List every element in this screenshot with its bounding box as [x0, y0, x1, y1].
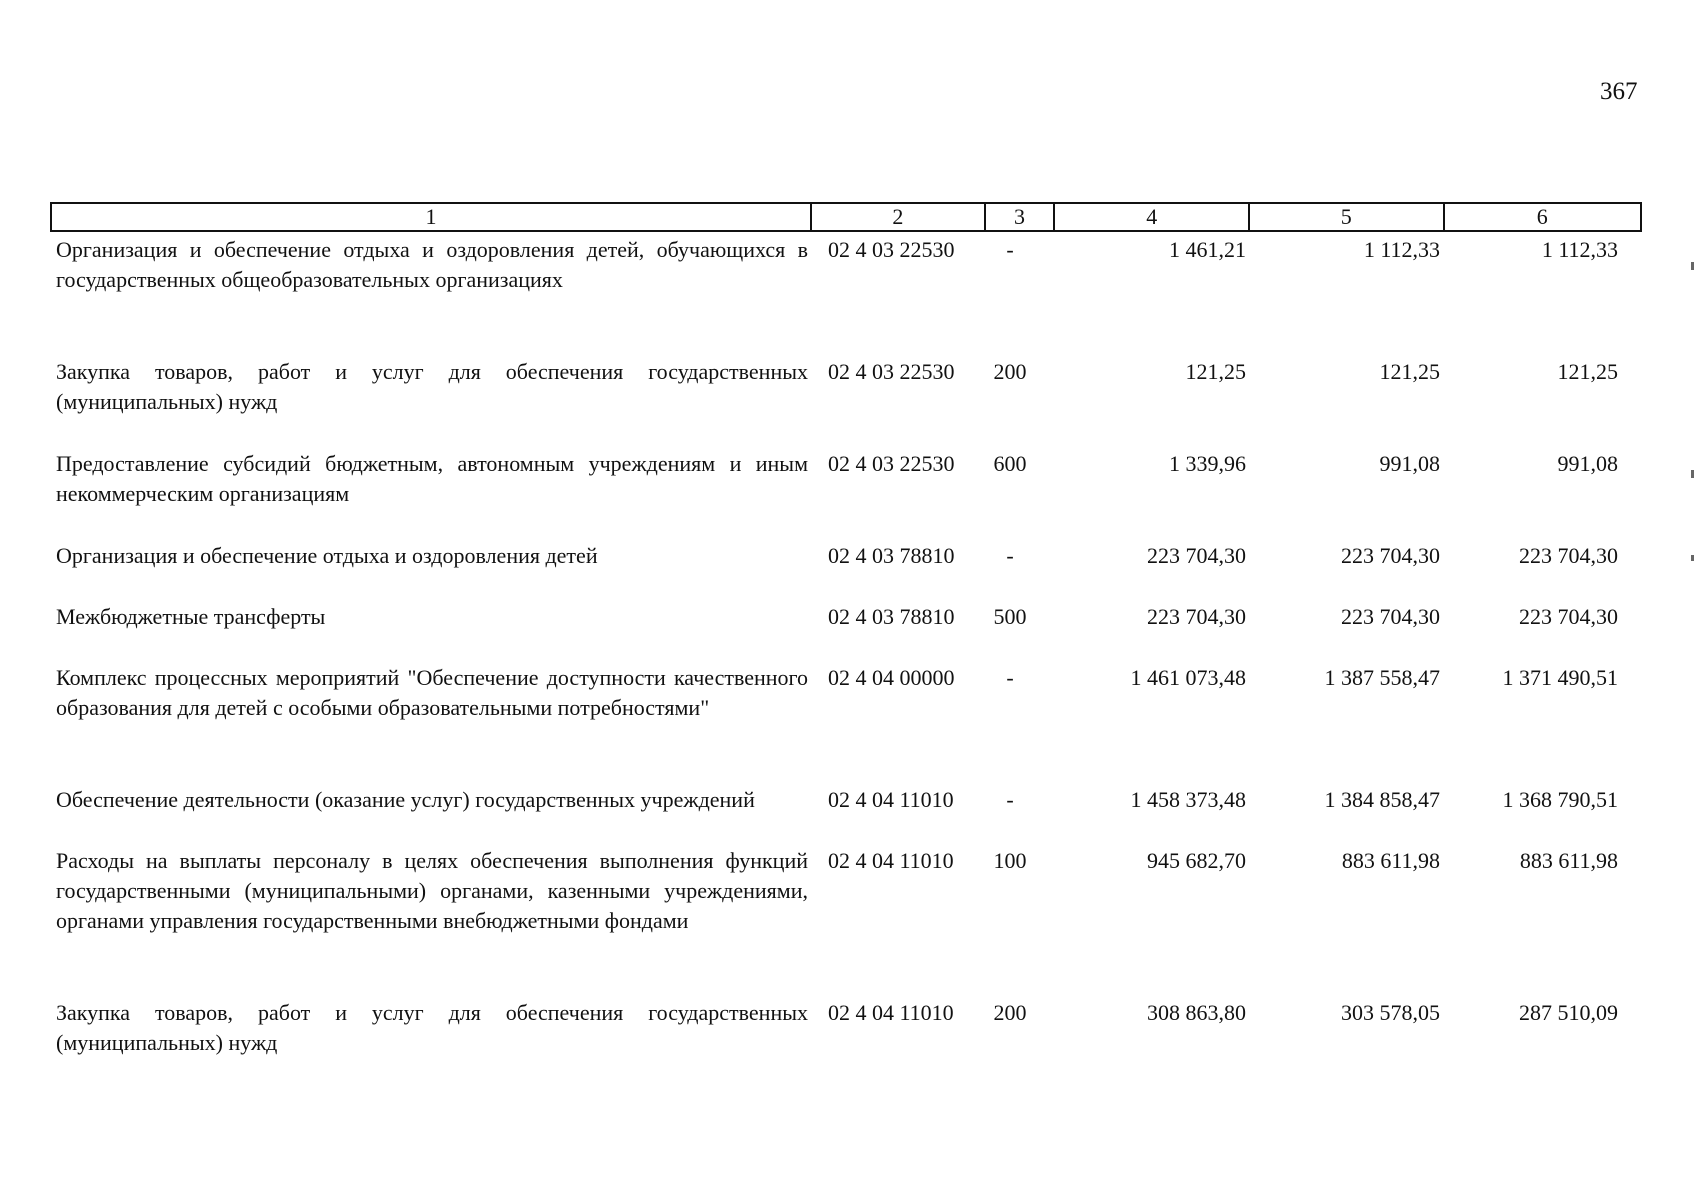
- row-code: 02 4 03 78810: [828, 604, 955, 629]
- row-value-col-5: 1 112,33: [1363, 237, 1440, 262]
- row-value-col-4: 223 704,30: [1147, 604, 1246, 629]
- row-value-col-4: 1 458 373,48: [1130, 787, 1246, 812]
- row-value-col-4: 308 863,80: [1147, 1000, 1246, 1025]
- row-name: Межбюджетные трансферты: [56, 604, 326, 629]
- row-value-col-6: 223 704,30: [1519, 543, 1618, 568]
- row-value-col-6: 883 611,98: [1519, 848, 1618, 873]
- row-value-col-4: 1 339,96: [1169, 451, 1246, 476]
- row-name: Организация и обеспечение отдыха и оздоровления детей: [56, 543, 598, 568]
- header-col-3: 3: [986, 204, 1056, 230]
- header-col-6: 6: [1536, 204, 1548, 229]
- row-code: 02 4 04 11010: [828, 1000, 954, 1025]
- row-code: 02 4 04 11010: [828, 848, 954, 873]
- row-value-col-6: 1 368 790,51: [1502, 787, 1618, 812]
- row-type: 100: [993, 848, 1027, 873]
- row-code: 02 4 03 22530: [828, 451, 955, 476]
- header-col-4: 4: [1055, 204, 1250, 230]
- row-name: Комплекс процессных мероприятий "Обеспечение доступности качественного образования для детей с особыми образовательными потребностями": [56, 665, 808, 720]
- row-value-col-6: 991,08: [1557, 451, 1618, 476]
- row-value-col-6: 1 371 490,51: [1502, 665, 1618, 690]
- scan-edge-mark: [1691, 470, 1694, 478]
- row-code: 02 4 04 00000: [828, 665, 955, 690]
- row-code: 02 4 04 11010: [828, 787, 954, 812]
- row-value-col-6: 287 510,09: [1519, 1000, 1618, 1025]
- row-type: -: [1006, 237, 1014, 262]
- row-type: 200: [993, 1000, 1027, 1025]
- row-code: 02 4 03 78810: [828, 543, 955, 568]
- row-code: 02 4 03 22530: [828, 359, 955, 384]
- row-type: -: [1006, 543, 1014, 568]
- scan-edge-mark: [1691, 262, 1694, 270]
- row-type: 500: [993, 604, 1027, 629]
- table-header: [50, 202, 1642, 232]
- row-name: Закупка товаров, работ и услуг для обеспечения государственных (муниципальных) нужд: [56, 1000, 808, 1055]
- row-name: Расходы на выплаты персоналу в целях обеспечения выполнения функций государственными (муниципальными) органами, казенными учреждениями, органами управления государственными внебюджетными фондами: [56, 848, 808, 933]
- row-code: 02 4 03 22530: [828, 237, 955, 262]
- row-name: Организация и обеспечение отдыха и оздоровления детей, обучающихся в государственных общеобразовательных организациях: [56, 237, 808, 292]
- row-type: -: [1006, 787, 1014, 812]
- header-col-5: 5: [1250, 204, 1445, 230]
- header-col-2: 2: [812, 204, 986, 230]
- row-type: -: [1006, 665, 1014, 690]
- row-value-col-6: 121,25: [1557, 359, 1618, 384]
- row-name: Закупка товаров, работ и услуг для обеспечения государственных (муниципальных) нужд: [56, 359, 808, 414]
- row-value-col-5: 223 704,30: [1341, 543, 1440, 568]
- row-value-col-5: 1 387 558,47: [1324, 665, 1440, 690]
- row-value-col-5: 1 384 858,47: [1324, 787, 1440, 812]
- row-value-col-5: 303 578,05: [1341, 1000, 1440, 1025]
- row-value-col-4: 1 461,21: [1169, 237, 1246, 262]
- row-value-col-4: 223 704,30: [1147, 543, 1246, 568]
- row-value-col-4: 121,25: [1185, 359, 1246, 384]
- row-value-col-4: 1 461 073,48: [1130, 665, 1246, 690]
- row-value-col-4: 945 682,70: [1147, 848, 1246, 873]
- row-type: 200: [993, 359, 1027, 384]
- page-number: 367: [1600, 78, 1638, 105]
- row-name: Предоставление субсидий бюджетным, автономным учреждениям и иным некоммерческим организациям: [56, 451, 808, 506]
- row-value-col-5: 223 704,30: [1341, 604, 1440, 629]
- scan-edge-mark: [1691, 555, 1694, 561]
- row-value-col-5: 121,25: [1379, 359, 1440, 384]
- row-value-col-6: 1 112,33: [1541, 237, 1618, 262]
- row-value-col-5: 991,08: [1379, 451, 1440, 476]
- row-type: 600: [993, 451, 1027, 476]
- header-col-1: 1: [52, 204, 812, 230]
- row-name: Обеспечение деятельности (оказание услуг) государственных учреждений: [56, 787, 755, 812]
- row-value-col-5: 883 611,98: [1341, 848, 1440, 873]
- row-value-col-6: 223 704,30: [1519, 604, 1618, 629]
